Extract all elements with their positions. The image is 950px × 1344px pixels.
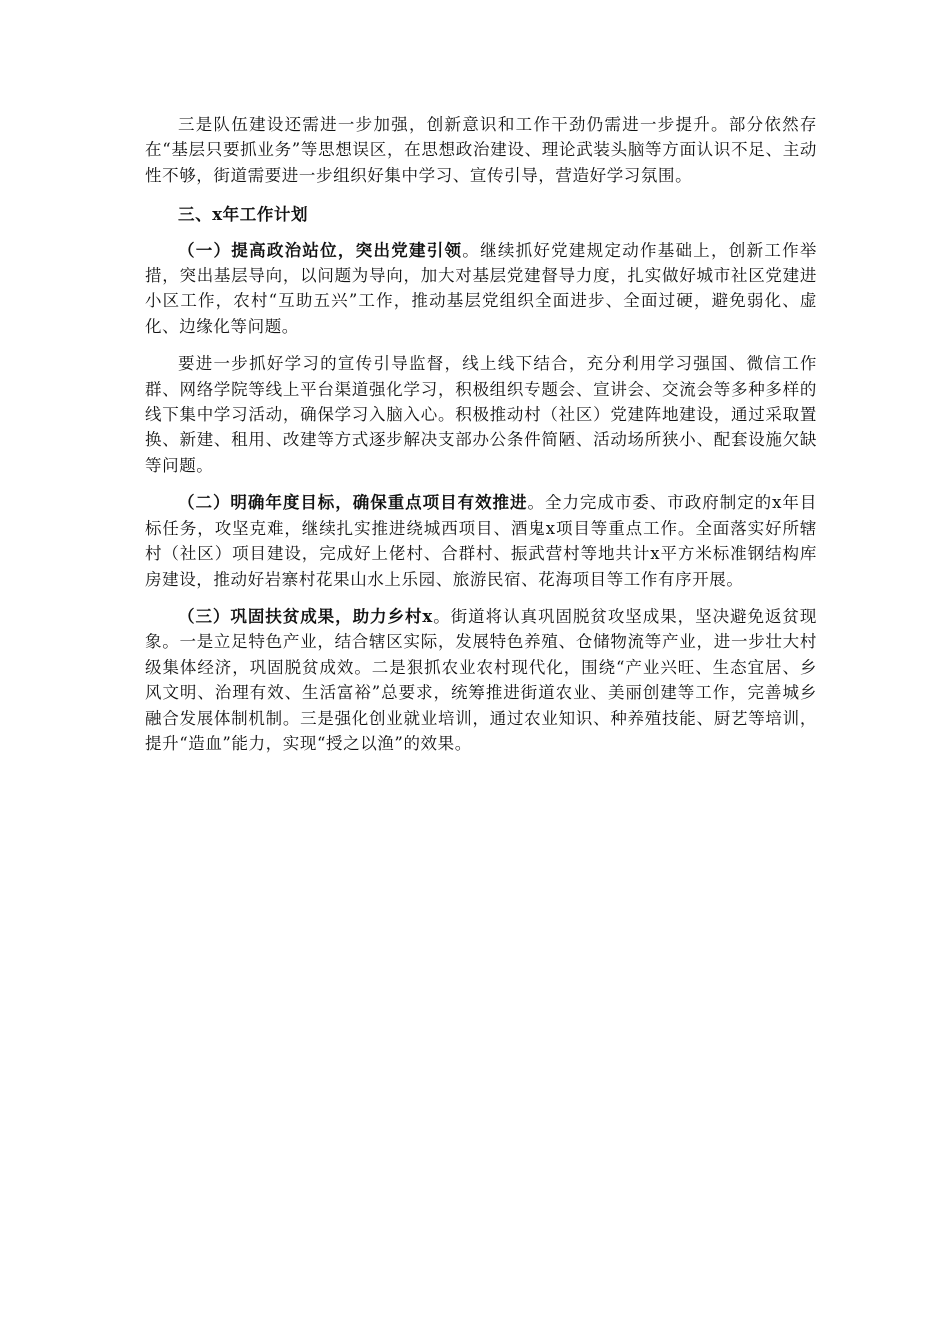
- paragraph-study: 要进一步抓好学习的宣传引导监督，线上线下结合，充分利用学习强国、微信工作群、网络学院等线上平台渠道强化学习，积极组织专题会、宣讲会、交流会等多种多样的线下集中学习活动，确保学习入脑入心。积极推动村（社区）党建阵地建设，通过采取置换、新建、租用、改建等方式逐步解决支部办公条件简陋、活动场所狭小、配套设施欠缺等问题。: [145, 354, 817, 475]
- item-3-body: 。街道将认真巩固脱贫攻坚成果，坚决避免返贫现象。一是立足特色产业，结合辖区实际，发展特色养殖、仓储物流等产业，进一步壮大村级集体经济，巩固脱贫成效。二是狠抓农业农村现代化，围绕“产业兴旺、生态宜居、乡风文明、治理有效、生活富裕”总要求，统筹推进街道农业、美丽创建等工作，完善城乡融合发展体制机制。三是强化创业就业培训，通过农业知识、种养殖技能、厨艺等培训，提升“造血”能力，实现“授之以渔”的效果。: [145, 606, 817, 753]
- item-1-body: 。继续抓好党建规定动作基础上，创新工作举措，突出基层导向，以问题为导向，加大对基层党建督导力度，扎实做好城市社区党建进小区工作，农村“互助五兴”工作，推动基层党组织全面进步、全面过硬，避免弱化、虚化、边缘化等问题。: [145, 240, 817, 336]
- document-page: [145, 112, 817, 756]
- item-3-lead: （三）巩固扶贫成果，助力乡村x: [178, 606, 433, 626]
- item-2-body: 。全力完成市委、市政府制定的x年目标任务，攻坚克难，继续扎实推进绕城西项目、酒鬼x项目等重点工作。全面落实好所辖村（社区）项目建设，完成好上佬村、合群村、振武营村等地共计x平方米标准钢结构库房建设，推动好岩寨村花果山水上乐园、旅游民宿、花海项目等工作有序开展。: [145, 493, 817, 589]
- item-1-lead: （一）提高政治站位，突出党建引领: [178, 240, 463, 260]
- item-2-lead: （二）明确年度目标，确保重点项目有效推进: [178, 493, 528, 513]
- paragraph-team-building: 三是队伍建设还需进一步加强，创新意识和工作干劲仍需进一步提升。部分依然存在“基层只要抓业务”等思想误区，在思想政治建设、理论武装头脑等方面认识不足、主动性不够，街道需要进一步组织好集中学习、宣传引导，营造好学习氛围。: [145, 115, 817, 185]
- paragraph-item-1: [145, 238, 817, 340]
- section-heading-work-plan: 三、x年工作计划: [178, 205, 309, 225]
- paragraph-item-3: [145, 604, 817, 756]
- paragraph-item-2: [145, 490, 817, 592]
